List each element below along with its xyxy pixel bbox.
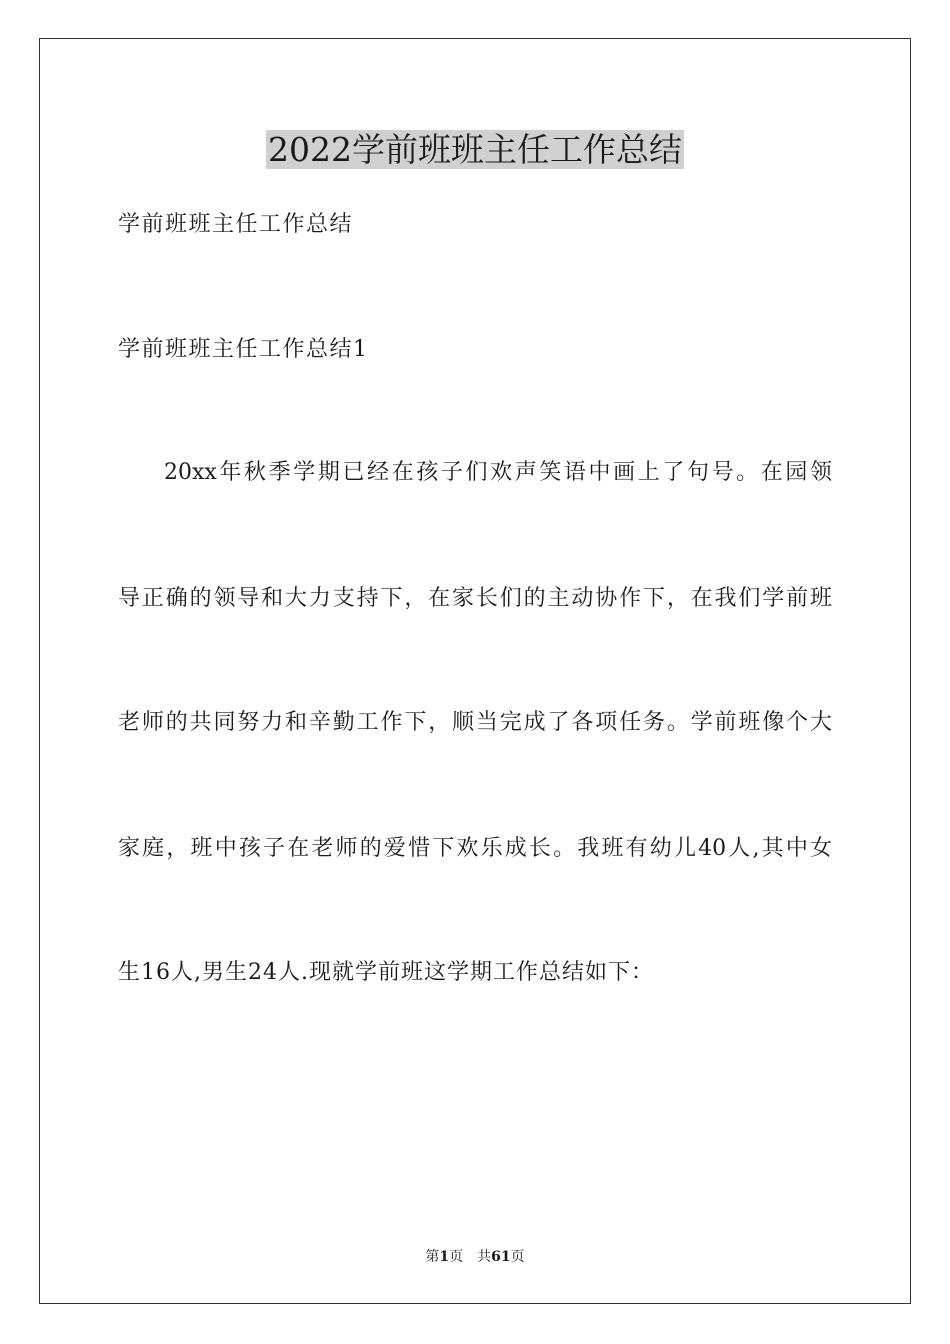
body-line-4: 家庭，班中孩子在老师的爱惜下欢乐成长。我班有幼儿40人,其中女: [118, 836, 832, 861]
footer-mid: 页 共: [449, 1249, 492, 1265]
section-heading: 学前班班主任工作总结1: [118, 337, 369, 362]
footer-total-pages: 61: [491, 1249, 511, 1265]
footer-suffix: 页: [510, 1249, 525, 1265]
body-line-5: 生16人,男生24人.现就学前班这学期工作总结如下：: [118, 960, 654, 985]
footer-current-page: 1: [439, 1249, 450, 1265]
body-line-1: 20xx年秋季学期已经在孩子们欢声笑语中画上了句号。在园领: [164, 460, 832, 485]
document-subtitle: 学前班班主任工作总结: [118, 212, 354, 237]
footer-prefix: 第: [425, 1249, 440, 1265]
document-title-text: 2022学前班班主任工作总结: [268, 130, 682, 169]
page-footer: [0, 1247, 950, 1267]
document-title: [0, 128, 950, 172]
body-line-2: 导正确的领导和大力支持下，在家长们的主动协作下，在我们学前班: [118, 586, 832, 611]
body-line-3: 老师的共同努力和辛勤工作下，顺当完成了各项任务。学前班像个大: [118, 710, 832, 735]
